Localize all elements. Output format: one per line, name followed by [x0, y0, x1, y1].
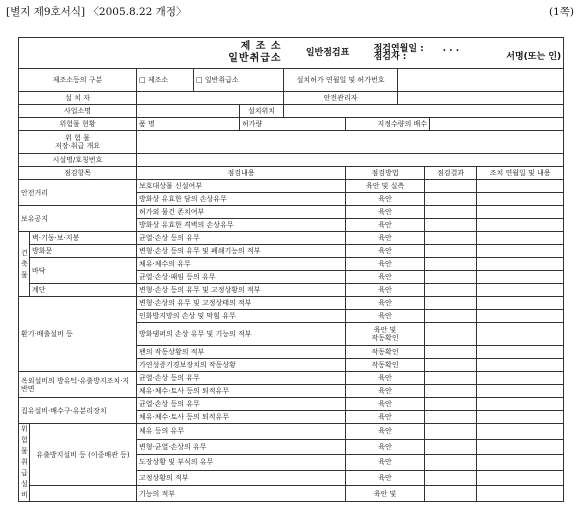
check-content: 허가외 물건 존치여부 — [137, 206, 346, 219]
check-method: 육안 및 — [346, 486, 425, 502]
action-cell[interactable] — [477, 424, 564, 440]
check-method: 육안 및 실측 — [346, 180, 425, 193]
check-content: 팬의 작동상황의 적부 — [137, 346, 346, 359]
check-content: 균열·손상·패임 등의 유무 — [137, 271, 346, 284]
check-method: 육안 — [346, 232, 425, 245]
sub-floor: 바닥 — [30, 258, 137, 284]
group-ventilation: 환기·배출설비 등 — [19, 297, 137, 372]
action-cell[interactable] — [477, 193, 564, 206]
group-hazmat-facility: 위 험 물 취 급 설 비 — [19, 424, 30, 502]
check-method: 육안 — [346, 372, 425, 385]
form-number: [별지 제9호서식] 〈2005.8.22 개정〉 — [6, 6, 187, 18]
facility-label: 시설명/호칭번호 — [19, 154, 137, 167]
inspection-form-table — [18, 37, 564, 502]
check-method: 육안 — [346, 258, 425, 271]
action-cell[interactable] — [477, 271, 564, 284]
permit-date-label: 설치허가 연월일 및 허가번호 — [284, 69, 398, 92]
installer-label: 설 치 자 — [19, 92, 137, 105]
check-content: 방화댐퍼의 손상 유무 및 기능의 적부 — [137, 323, 346, 346]
check-method: 작동확인 — [346, 359, 425, 372]
check-method: 육안 — [346, 439, 425, 455]
inspection-meta: 점검연월일 : . . . 점검자 : 서명(또는 인) — [372, 38, 564, 69]
action-cell[interactable] — [477, 385, 564, 398]
item-name-field[interactable]: 품 명 — [137, 118, 240, 131]
business-label: 사업소명 — [19, 105, 137, 118]
action-cell[interactable] — [477, 455, 564, 471]
check-content: 방화상 유효한 격벽의 손상유무 — [137, 219, 346, 232]
result-cell[interactable] — [425, 455, 477, 471]
check-content: 변형·손상의 유무 및 고정상태의 적부 — [137, 297, 346, 310]
action-cell[interactable] — [477, 180, 564, 193]
installer-field[interactable] — [137, 92, 284, 105]
result-cell[interactable] — [425, 323, 477, 346]
result-cell[interactable] — [425, 206, 477, 219]
check-content: 변형·균열·손상의 유무 — [137, 439, 346, 455]
check-method: 육안 — [346, 470, 425, 486]
check-method: 육안 및 작동확인 — [346, 323, 425, 346]
result-cell[interactable] — [425, 271, 477, 284]
check-method: 육안 — [346, 193, 425, 206]
result-cell[interactable] — [425, 411, 477, 424]
sub-wall: 벽·기둥·보·지붕 — [30, 232, 137, 245]
sub-leak-prevention: 유출방지설비 등 (이중배관 등) — [30, 424, 137, 486]
sub-fire-door: 방화문 — [30, 245, 137, 258]
hazmat-overview-field[interactable] — [137, 131, 564, 154]
check-method: 육안 — [346, 219, 425, 232]
group-safety-distance: 안전거리 — [19, 180, 137, 206]
check-content: 보호대상물 신설여부 — [137, 180, 346, 193]
result-cell[interactable] — [425, 486, 477, 502]
hazmat-overview-label: 위 험 물 저장·취급 개요 — [19, 131, 137, 154]
sub-blank — [30, 486, 137, 502]
check-content: 체유·체수의 유무 — [137, 258, 346, 271]
action-cell[interactable] — [477, 232, 564, 245]
sub-stairs: 계단 — [30, 284, 137, 297]
result-cell[interactable] — [425, 372, 477, 385]
check-content: 체유·체수·토사 등의 퇴적유무 — [137, 411, 346, 424]
result-cell[interactable] — [425, 193, 477, 206]
check-content: 고정상황의 적부 — [137, 470, 346, 486]
result-cell[interactable] — [425, 232, 477, 245]
safety-manager-label: 안전관리자 — [284, 92, 398, 105]
check-content: 균열·손상 등의 유무 — [137, 372, 346, 385]
result-cell[interactable] — [425, 424, 477, 440]
check-content: 체유·체수·토사 등의 퇴적유무 — [137, 385, 346, 398]
result-cell[interactable] — [425, 470, 477, 486]
action-cell[interactable] — [477, 310, 564, 323]
check-method: 육안 — [346, 245, 425, 258]
action-cell[interactable] — [477, 411, 564, 424]
result-cell[interactable] — [425, 385, 477, 398]
check-method: 육안 — [346, 271, 425, 284]
action-cell[interactable] — [477, 346, 564, 359]
col-method: 점검방법 — [346, 167, 425, 180]
result-cell[interactable] — [425, 439, 477, 455]
check-content: 변형·손상 등의 유무 및 폐쇄기능의 적부 — [137, 245, 346, 258]
check-content: 가연성증기경보장치의 작동상황 — [137, 359, 346, 372]
action-cell[interactable] — [477, 470, 564, 486]
location-label: 설치위치 — [240, 105, 284, 118]
check-method: 육안 — [346, 411, 425, 424]
action-cell[interactable] — [477, 486, 564, 502]
check-content: 균열·손상 등의 유무 — [137, 398, 346, 411]
action-cell[interactable] — [477, 297, 564, 310]
action-cell[interactable] — [477, 359, 564, 372]
action-cell[interactable] — [477, 323, 564, 346]
check-method: 육안 — [346, 398, 425, 411]
check-method: 육안 — [346, 310, 425, 323]
result-cell[interactable] — [425, 310, 477, 323]
result-cell[interactable] — [425, 297, 477, 310]
facility-field[interactable] — [137, 154, 564, 167]
form-title-facility: 제 조 소 일반취급소 — [19, 38, 284, 69]
check-method: 육안 — [346, 206, 425, 219]
result-cell[interactable] — [425, 180, 477, 193]
check-content: 변형·손상 등의 유무 및 고정상황의 적부 — [137, 284, 346, 297]
group-building: 건 축 물 — [19, 232, 30, 297]
signature-field[interactable]: 서명(또는 인) — [506, 52, 562, 62]
location-field[interactable] — [284, 105, 564, 118]
permit-date-field[interactable] — [398, 69, 564, 92]
check-method: 육안 — [346, 455, 425, 471]
check-method: 육안 — [346, 385, 425, 398]
check-content: 인화방지망의 손상 및 막힘 유무 — [137, 310, 346, 323]
col-result: 점검결과 — [425, 167, 477, 180]
action-cell[interactable] — [477, 398, 564, 411]
result-cell[interactable] — [425, 398, 477, 411]
group-oil-separator: 집유설비·배수구·유분리장치 — [19, 398, 137, 424]
check-method: 육안 — [346, 424, 425, 440]
check-method: 육안 — [346, 297, 425, 310]
result-cell[interactable] — [425, 219, 477, 232]
checkbox-general-handling[interactable]: □ 일반취급소 — [194, 69, 284, 92]
form-title: 일반점검표 — [284, 38, 372, 69]
check-method: 작동확인 — [346, 346, 425, 359]
permit-qty-field[interactable]: 허가량 — [240, 118, 346, 131]
action-cell[interactable] — [477, 245, 564, 258]
check-content: 도장상황 및 부식의 유무 — [137, 455, 346, 471]
col-item: 점검항목 — [19, 167, 137, 180]
check-content: 체유 등의 유무 — [137, 424, 346, 440]
action-cell[interactable] — [477, 206, 564, 219]
hazmat-status-label: 위험물 현황 — [19, 118, 137, 131]
action-cell[interactable] — [477, 219, 564, 232]
business-field[interactable] — [137, 105, 240, 118]
col-action: 조치 연월일 및 내용 — [477, 167, 564, 180]
action-cell[interactable] — [477, 284, 564, 297]
check-content: 방화상 유효한 담의 손상유무 — [137, 193, 346, 206]
result-cell[interactable] — [425, 284, 477, 297]
result-cell[interactable] — [425, 245, 477, 258]
check-content: 균열·손상 등의 유무 — [137, 232, 346, 245]
page-number: (1쪽) — [548, 6, 574, 18]
category-label: 제조소등의 구분 — [19, 69, 137, 92]
multiple-field[interactable] — [430, 118, 564, 131]
result-cell[interactable] — [425, 258, 477, 271]
result-cell[interactable] — [425, 359, 477, 372]
action-cell[interactable] — [477, 372, 564, 385]
result-cell[interactable] — [425, 346, 477, 359]
check-content: 기능의 적부 — [137, 486, 346, 502]
safety-manager-field[interactable] — [398, 92, 564, 105]
group-oil-barrier: 옥외설비의 방유턱·유출방지조치·지반면 — [19, 372, 137, 398]
group-clearance: 보유공지 — [19, 206, 137, 232]
checkbox-factory[interactable]: □ 제조소 — [137, 69, 194, 92]
multiple-label: 지정수량의 배수 — [346, 118, 430, 131]
check-method: 육안 — [346, 284, 425, 297]
action-cell[interactable] — [477, 258, 564, 271]
action-cell[interactable] — [477, 439, 564, 455]
col-content: 점검내용 — [137, 167, 346, 180]
